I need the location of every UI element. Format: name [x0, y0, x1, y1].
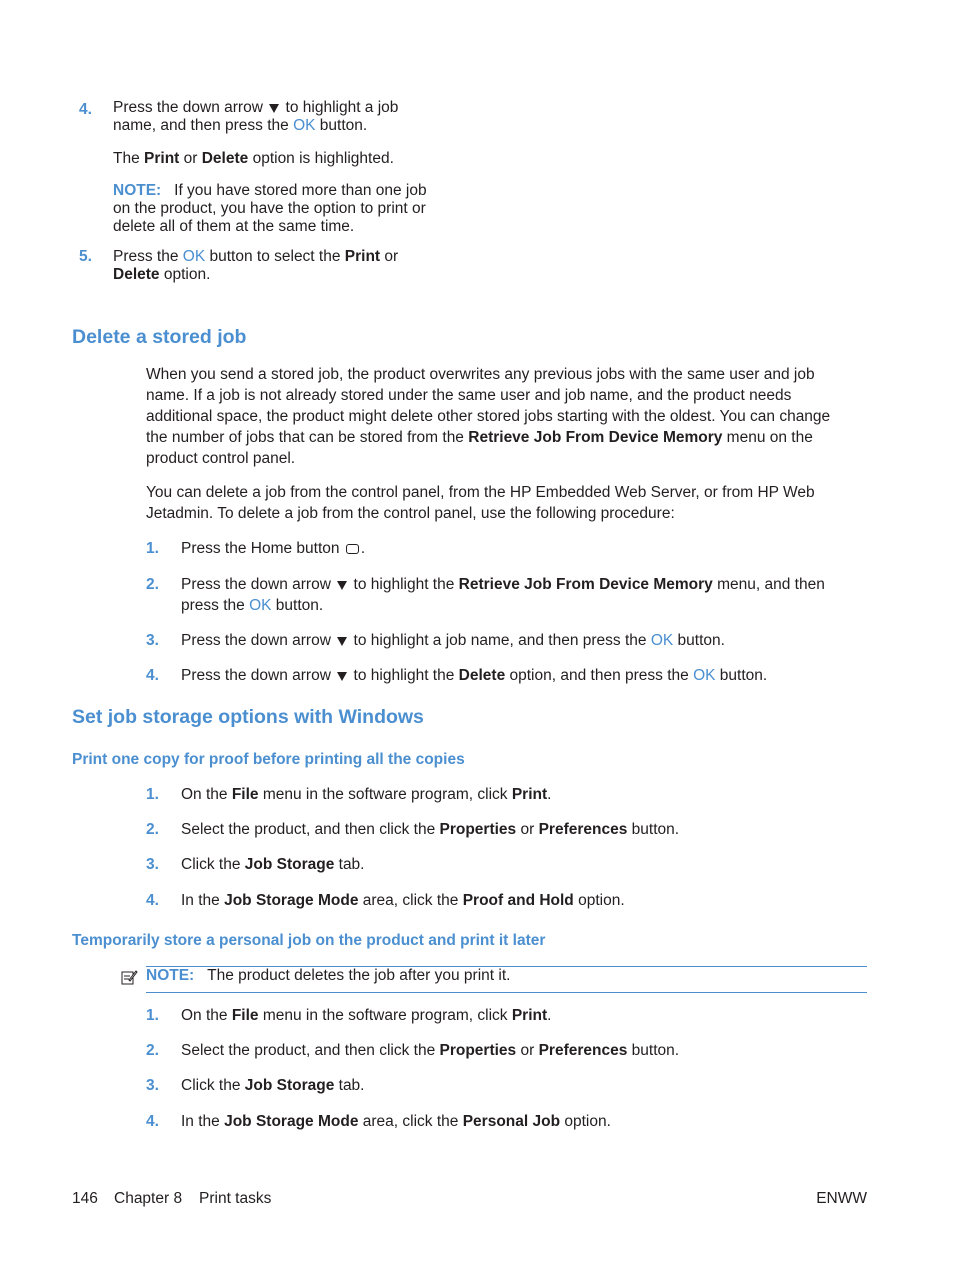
section1-para2 — [146, 482, 866, 524]
top-info — [113, 150, 394, 168]
step-text: button. — [627, 821, 680, 838]
section-heading-windows: Set job storage options with Windows — [72, 706, 424, 728]
section1-para1 — [146, 364, 866, 469]
step-text: press the — [181, 597, 250, 614]
step-text: to highlight a job name, and then press the — [349, 632, 651, 649]
para-text: the number of jobs that can be stored from the — [146, 429, 469, 446]
step-text: Press the down arrow — [181, 632, 336, 649]
step-text: tab. — [334, 856, 365, 873]
step-bold: Delete — [458, 667, 506, 684]
para-line: name. If a job is not already stored under the same user and job name, and the product needs — [146, 387, 792, 404]
subheading-proof: Print one copy for proof before printing all the copies — [72, 751, 465, 768]
step-text: option. — [573, 892, 625, 909]
step-bold: Job Storage — [244, 856, 335, 873]
down-arrow-icon — [337, 581, 347, 590]
step-bold: Properties — [439, 821, 517, 838]
step-text: name, and then press the — [113, 117, 294, 134]
info-text: or — [179, 150, 202, 167]
step-number: 4. — [146, 892, 159, 909]
para-bold: Retrieve Job From Device Memory — [468, 429, 723, 446]
para-text: menu on the — [722, 429, 813, 446]
note-text: delete all of them at the same time. — [113, 218, 355, 235]
para-line: When you send a stored job, the product overwrites any previous jobs with the same user and job — [146, 366, 815, 383]
step-text: area, click the — [358, 1113, 463, 1130]
step-text: Click the — [181, 856, 245, 873]
subheading-personal: Temporarily store a personal job on the product and print it later — [72, 932, 546, 949]
step-text: button. — [315, 117, 368, 134]
step-text: menu in the software program, click — [258, 1007, 512, 1024]
note-text: on the product, you have the option to print or — [113, 200, 426, 217]
step-text: Select the product, and then click the — [181, 1042, 440, 1059]
step-bold: Preferences — [538, 1042, 628, 1059]
step-text: Select the product, and then click the — [181, 821, 440, 838]
step-text: On the — [181, 1007, 232, 1024]
step-text: Click the — [181, 1077, 245, 1094]
step-text: to highlight a job — [281, 99, 399, 116]
ok-button-label: OK — [249, 597, 272, 614]
note-label: NOTE: — [113, 182, 162, 199]
ok-button-label: OK — [650, 632, 674, 649]
step-bold: Retrieve Job From Device Memory — [458, 576, 713, 593]
para-line — [146, 427, 866, 448]
info-bold: Delete — [201, 150, 249, 167]
top-note — [113, 182, 453, 236]
step-number: 4. — [146, 667, 159, 684]
step-text: Press the down arrow — [181, 576, 336, 593]
step-text: In the — [181, 892, 225, 909]
note-text: The product deletes the job after you print it. — [207, 967, 511, 984]
step-number: 1. — [146, 540, 159, 557]
footer-enww: ENWW — [816, 1190, 867, 1207]
step-number: 1. — [146, 1007, 159, 1024]
footer-chapter: Chapter 8 — [114, 1190, 183, 1207]
step-bold: Print — [511, 1007, 548, 1024]
step-text: option. — [560, 1113, 611, 1130]
step-bold: Personal Job — [462, 1113, 561, 1130]
info-text: The — [113, 150, 145, 167]
step-bold: Job Storage Mode — [224, 892, 359, 909]
step-text: Press the — [113, 248, 183, 265]
step-text: On the — [181, 786, 232, 803]
step-text: menu in the software program, click — [258, 786, 512, 803]
para-line: additional space, the product might delete other stored jobs starting with the oldest. You can change — [146, 408, 831, 425]
footer-page-number: 146 — [72, 1190, 98, 1207]
step-text: button. — [673, 632, 725, 649]
para-line: product control panel. — [146, 450, 296, 467]
step-text: tab. — [334, 1077, 365, 1094]
step-number: 2. — [146, 576, 159, 593]
note-box — [146, 966, 510, 986]
step-bold: Properties — [439, 1042, 517, 1059]
step-bold: Print — [511, 786, 548, 803]
step-text: button to select the — [205, 248, 345, 265]
step-text: In the — [181, 1113, 225, 1130]
step-text: option, and then press the — [505, 667, 694, 684]
step-number: 2. — [146, 1042, 159, 1059]
step-number: 4. — [146, 1113, 159, 1130]
step-text: or — [516, 821, 539, 838]
step-number: 3. — [146, 632, 159, 649]
step-text: or — [516, 1042, 539, 1059]
step-number: 4. — [79, 101, 92, 118]
note-icon — [120, 968, 138, 991]
step-bold: Proof and Hold — [462, 892, 574, 909]
step-text: to highlight the — [349, 576, 459, 593]
ok-button-label: OK — [293, 117, 316, 134]
step-text: . — [360, 540, 366, 557]
note-rule-bottom — [146, 992, 867, 993]
ok-button-label: OK — [693, 667, 716, 684]
step-bold: Preferences — [538, 821, 628, 838]
step-number: 2. — [146, 821, 159, 838]
step-text: menu, and then — [712, 576, 825, 593]
step-bold: Job Storage — [244, 1077, 335, 1094]
step-text: button. — [271, 597, 324, 614]
section-heading-delete: Delete a stored job — [72, 326, 247, 348]
step-text: option. — [159, 266, 211, 283]
step-number: 3. — [146, 856, 159, 873]
step-number: 1. — [146, 786, 159, 803]
step-text: or — [380, 248, 399, 265]
step-text: Press the Home button — [181, 540, 344, 557]
step-text: . — [547, 1007, 552, 1024]
info-text: option is highlighted. — [248, 150, 394, 167]
step-text: button. — [627, 1042, 680, 1059]
para-line: You can delete a job from the control panel, from the HP Embedded Web Server, or from HP Web — [146, 484, 815, 501]
ok-button-label: OK — [182, 248, 206, 265]
step-text: to highlight the — [349, 667, 459, 684]
down-arrow-icon — [337, 637, 347, 646]
step-bold: Job Storage Mode — [224, 1113, 359, 1130]
footer-title: Print tasks — [199, 1190, 272, 1207]
step-text: button. — [715, 667, 768, 684]
step-number: 3. — [146, 1077, 159, 1094]
step-bold: File — [231, 1007, 259, 1024]
info-bold: Print — [144, 150, 180, 167]
down-arrow-icon — [269, 104, 279, 113]
step-text: area, click the — [358, 892, 463, 909]
step-number: 5. — [79, 248, 92, 265]
step-text: . — [547, 786, 552, 803]
down-arrow-icon — [337, 672, 347, 681]
para-line: Jetadmin. To delete a job from the control panel, use the following procedure: — [146, 505, 675, 522]
step-text: Press the down arrow — [113, 99, 268, 116]
note-text: If you have stored more than one job — [174, 182, 427, 199]
note-label: NOTE: — [146, 967, 195, 984]
step-text: Press the down arrow — [181, 667, 336, 684]
home-icon — [346, 544, 359, 554]
step-bold: File — [231, 786, 259, 803]
